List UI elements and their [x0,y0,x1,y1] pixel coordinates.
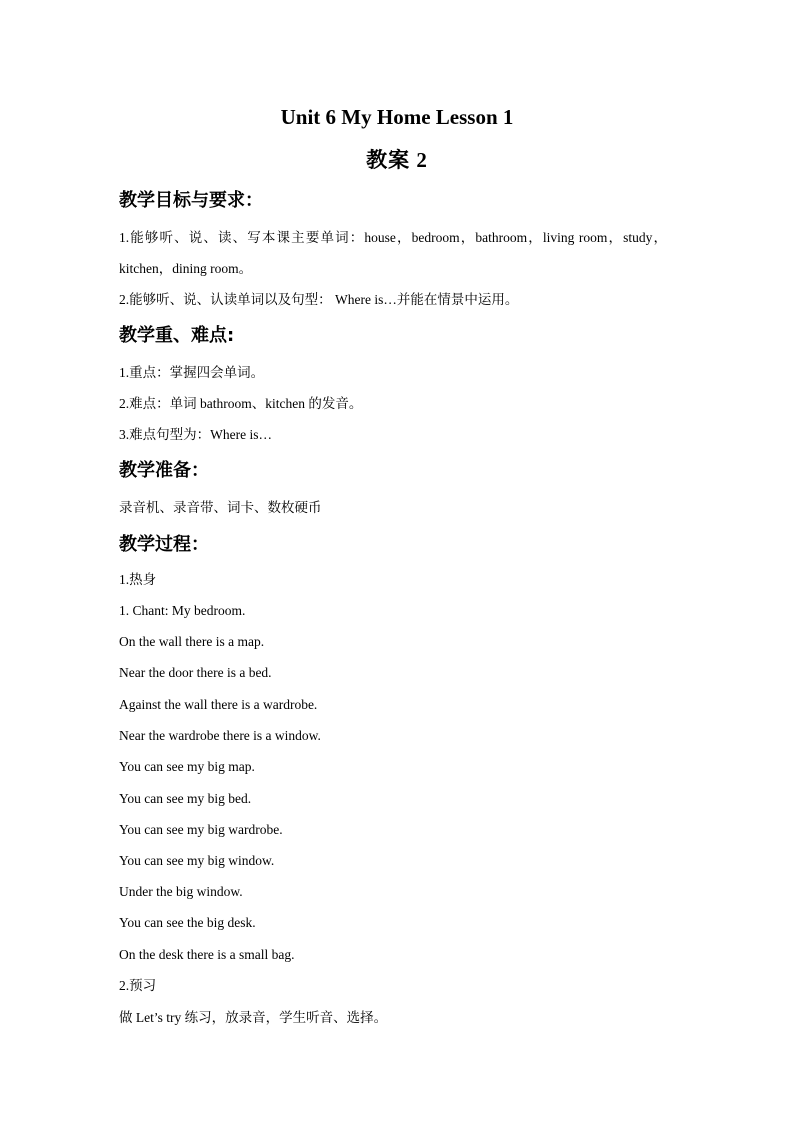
process-line: On the desk there is a small bag. [119,947,295,962]
document-subtitle: 教案 2 [366,148,428,172]
process-line: Near the wardrobe there is a window. [119,728,321,743]
key-points-line-1: 1.重点：掌握四会单词。 [119,365,265,380]
preparation-line-1: 录音机、录音带、词卡、数枚硬币 [119,500,322,515]
process-line: Near the door there is a bed. [119,665,272,680]
process-line: Against the wall there is a wardrobe. [119,697,318,712]
goals-line-2: 2.能够听、说、认读单词以及句型： Where is…并能在情景中运用。 [119,292,519,307]
section-heading-process: 教学过程： [119,534,209,555]
key-points-line-2: 2.难点：单词 bathroom、kitchen 的发音。 [119,396,363,411]
process-line: 做 Let’s try 练习，放录音，学生听音、选择。 [119,1010,388,1025]
key-points-line-3: 3.难点句型为：Where is… [119,427,272,442]
process-line: You can see my big bed. [119,791,252,806]
process-line: You can see my big window. [119,853,275,868]
document-title: Unit 6 My Home Lesson 1 [280,105,514,129]
process-line: 1.热身 [119,572,157,587]
process-line: Under the big window. [119,884,243,899]
process-line: 1. Chant: My bedroom. [119,603,246,618]
section-heading-goals: 教学目标与要求： [119,190,263,211]
process-line: 2.预习 [119,978,157,993]
process-line: You can see the big desk. [119,915,256,930]
goals-line-1b: kitchen，dining room。 [119,261,253,276]
goals-line-1a: 1.能够听、说、读、写本课主要单词：house，bedroom，bathroom，living room，study， [119,230,667,245]
process-line: You can see my big map. [119,759,255,774]
section-heading-preparation: 教学准备： [119,460,209,481]
process-line: On the wall there is a map. [119,634,265,649]
process-line: You can see my big wardrobe. [119,822,283,837]
section-heading-key-points: 教学重、难点: [119,325,235,346]
